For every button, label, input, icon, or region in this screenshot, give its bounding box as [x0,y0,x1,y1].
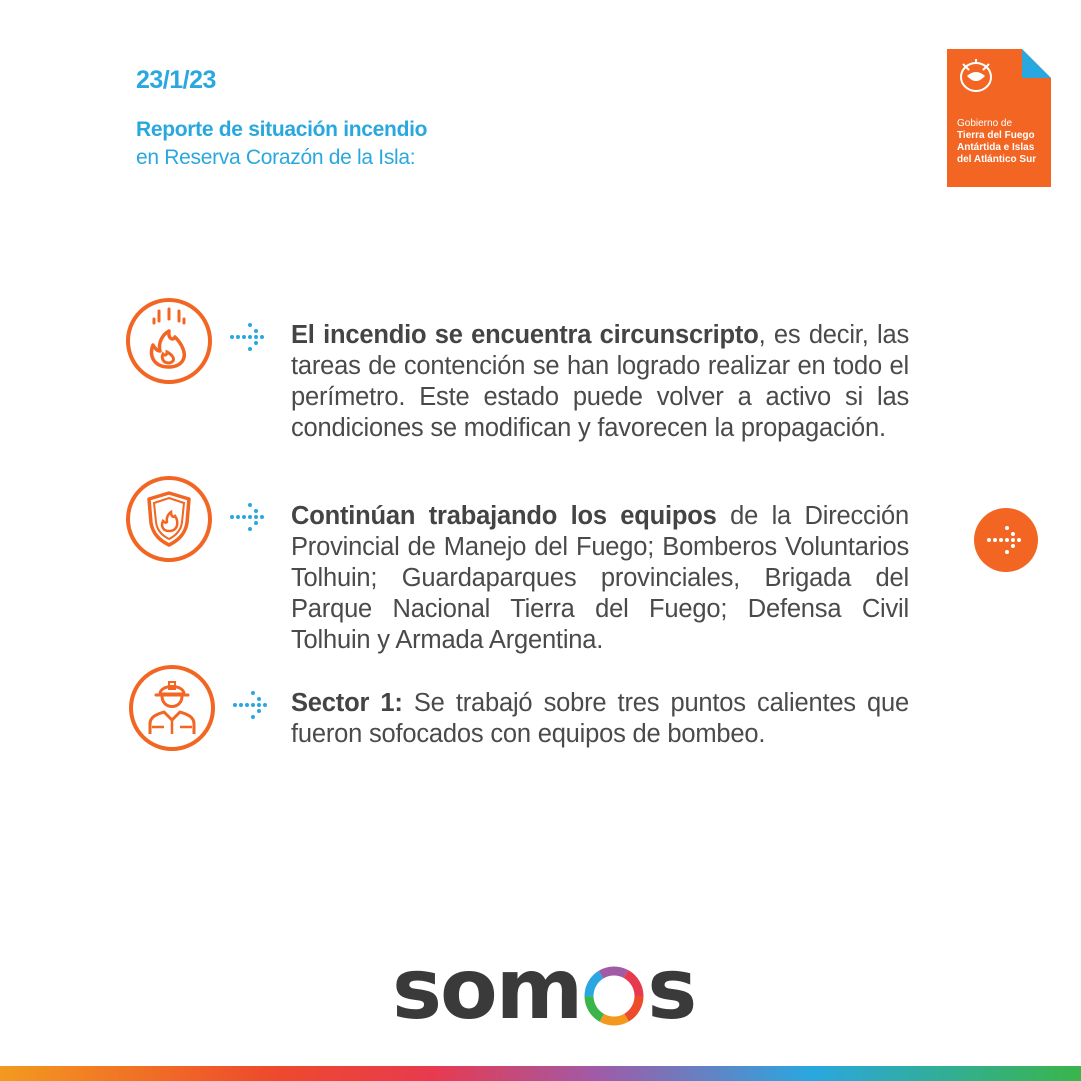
gov-line-3: Antártida e Islas [957,142,1035,153]
provincial-emblem-icon [955,56,997,94]
firefighter-icon [128,664,216,752]
gov-line-1: Gobierno de [957,118,1013,129]
gov-line-4: del Atlántico Sur [957,154,1037,165]
government-name [957,118,1049,166]
fire-icon [125,297,213,385]
item-3-bold: Sector 1: [291,689,403,717]
title-subtitle: en Reserva Corazón de la Isla: [136,146,416,169]
color-gradient-bar [0,1066,1081,1081]
fire-shield-icon [125,475,213,563]
arrow-right-icon [232,690,272,720]
arrow-right-icon [986,525,1026,555]
date-label: 23/1/23 [136,66,216,94]
item-3-text [291,688,909,750]
item-1-text [291,320,909,444]
gov-line-2: Tierra del Fuego [957,130,1035,141]
somos-logo [392,940,696,1038]
item-2-body: de la Dirección Provincial de Manejo del Fuego; Bomberos Voluntarios Tolhuin; Guardaparques provinciales, Brigada del Parque Nacional Tierra del Fuego; Defensa Civil Tolhuin y Armada Argentina. [291,502,909,654]
item-1-bold: El incendio se encuentra circunscripto [291,321,759,349]
item-1-body: , es decir, las tareas de contención se han logrado realizar en todo el perímetro. Este estado puede volver a activo si las condiciones se modifican y favorecen la propagación. [291,321,909,442]
government-logo-fold [1022,49,1051,78]
brand-text-end: s [647,940,696,1038]
next-slide-button[interactable] [974,508,1038,572]
arrow-right-icon [229,322,269,352]
title-bold: Reporte de situación incendio [136,118,428,141]
arrow-right-icon [229,502,269,532]
page-title [136,116,427,172]
item-2-text [291,501,909,656]
item-2-bold: Continúan trabajando los equipos [291,502,717,530]
color-wheel-icon [583,965,645,1027]
item-3-body: Se trabajó sobre tres puntos calientes que fueron sofocados con equipos de bombeo. [291,689,909,748]
brand-text-start: som [392,940,582,1038]
